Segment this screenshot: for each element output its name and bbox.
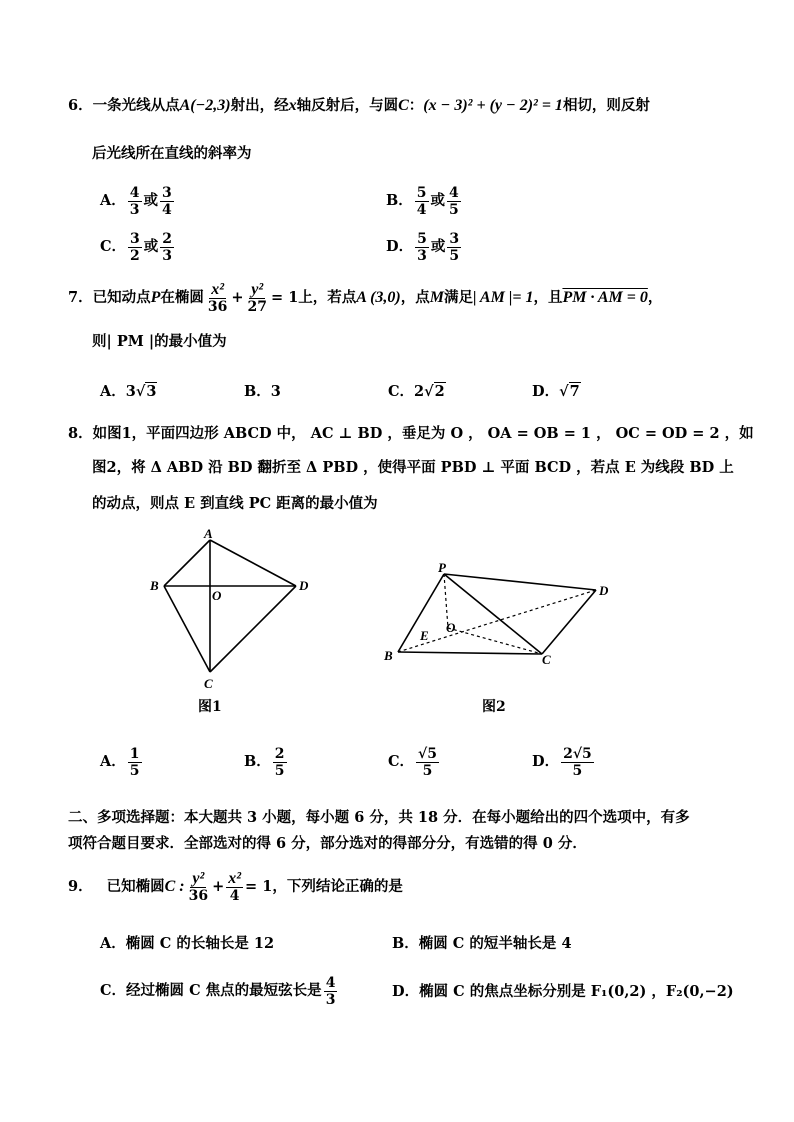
fig2-caption: 图2	[482, 699, 506, 715]
q6-text2: 射出，经	[230, 97, 289, 114]
q7-option-a-coef: 3	[125, 383, 136, 400]
section2-line2: 项符合题目要求．全部选对的得 6 分，部分选对的得部分分，有选错的得 0 分．	[68, 835, 587, 852]
fig1-label-c: C	[204, 676, 213, 691]
q6-option-a-frac1: $\frac{4}{3}$	[129, 184, 140, 218]
fig2-label-p: P	[438, 560, 446, 575]
q7-cond2: PM · AM = 0	[562, 289, 648, 306]
q8-option-a[interactable]	[100, 742, 144, 782]
q8-option-b-label: B．	[244, 753, 271, 770]
q9-option-d[interactable]: D．椭圆 C 的焦点坐标分别是 F₁(0,2) ，F₂(0,−2)	[392, 983, 734, 1000]
q7-option-c-coef: 2	[414, 383, 425, 400]
q6-option-a-frac2: $\frac{3}{4}$	[162, 184, 172, 218]
fig2-label-e: E	[420, 628, 429, 643]
q9-option-c[interactable]	[100, 970, 339, 1012]
q9-C: C :	[164, 878, 185, 895]
q7-plus: +	[231, 289, 244, 306]
fig2-label-c: C	[542, 652, 551, 667]
q8-option-d-frac: $\frac{2√5}{5}$	[563, 745, 592, 779]
fig2-label-o: O	[446, 620, 456, 635]
fig1-edge-cd	[210, 586, 296, 672]
fig2-label-b: B	[384, 648, 393, 663]
q6-circle-eq: (x − 3)² + (y − 2)² = 1	[423, 97, 563, 114]
q6-option-c-label: C．	[100, 238, 127, 255]
section2-line1: 二、多项选择题：本大题共 3 小题，每小题 6 分，共 18 分．在每小题给出的四个选项中，有多	[68, 809, 690, 826]
q7-eq: = 1	[271, 289, 299, 306]
q7-option-c-sqrt: √2	[424, 383, 445, 400]
q7-line2: 则| PM |的最小值为	[92, 333, 227, 350]
q9-plus: +	[212, 878, 225, 895]
q7-option-a-label: A．	[100, 383, 126, 400]
q7-frac2: $\frac{\text{y²}}{27}$	[247, 280, 267, 315]
q9-frac2: $\frac{\text{x²}}{4}$	[228, 869, 242, 904]
fig2-dashed-oc	[448, 628, 542, 654]
q6-option-a-or: 或	[143, 192, 159, 209]
fig1-edge-bc	[164, 586, 210, 672]
q7-text7: ，	[647, 289, 663, 306]
q7-text6: ，且	[533, 289, 563, 306]
q7-text4: ，点	[400, 289, 430, 306]
q6-option-d-label: D．	[386, 238, 414, 255]
q9-text1: 已知椭圆	[106, 878, 165, 895]
q6-option-b-frac2: $\frac{4}{5}$	[449, 184, 459, 218]
fig2-edge-bc	[398, 652, 542, 654]
fig1-label-a: A	[204, 526, 213, 541]
fig1-caption: 图1	[198, 699, 222, 715]
q6-text3: 轴反射后，与圆	[296, 97, 399, 114]
q6-point: A(−2,3)	[179, 97, 231, 114]
q6-option-c[interactable]	[100, 230, 176, 264]
q6-option-d-frac2: $\frac{3}{5}$	[449, 230, 460, 264]
figure-2	[378, 560, 614, 668]
q6-axis: x	[288, 97, 297, 114]
q7-option-b-value: 3	[270, 383, 281, 400]
q7-option-a[interactable]	[100, 382, 157, 402]
q8-option-c-label: C．	[388, 753, 415, 770]
q7-option-c[interactable]	[388, 382, 446, 402]
q7-option-b[interactable]	[244, 382, 281, 402]
q9-option-c-frac: $\frac{4}{3}$	[325, 974, 336, 1008]
q7-text1: 已知动点	[92, 289, 151, 306]
q7-option-a-sqrt: √3	[135, 383, 157, 400]
q6-option-b-label: B．	[386, 192, 413, 209]
q6-line1	[68, 96, 650, 116]
fig2-edge-cd	[542, 590, 596, 654]
q8-number: 8．	[68, 425, 93, 442]
q9-number: 9．	[68, 878, 93, 895]
q8-option-a-frac: $\frac{1}{5}$	[129, 745, 140, 779]
q8-line1	[68, 424, 754, 444]
q6-circle-name: C	[398, 97, 409, 114]
q6-text5: 相切，则反射	[562, 97, 650, 114]
q8-line3: 的动点，则点 E 到直线 PC 距离的最小值为	[92, 495, 378, 512]
fig2-label-d: D	[599, 583, 609, 598]
figure-1	[146, 526, 316, 692]
fig2-edge-pc	[444, 574, 542, 654]
q6-line2: 后光线所在直线的斜率为	[92, 145, 252, 162]
q7-text5: 满足	[443, 289, 473, 306]
q9-option-b[interactable]: B．椭圆 C 的短半轴长是 4	[392, 935, 572, 952]
fig1-label-o: O	[212, 588, 222, 603]
q7-A: A (3,0)	[356, 289, 401, 306]
fig1-edge-ad	[210, 540, 296, 586]
q9-frac1: $\frac{\text{y²}}{36}$	[188, 869, 209, 904]
q7-frac1: $\frac{\text{x²}}{36}$	[207, 280, 228, 315]
q7-cond1: | AM |= 1	[472, 289, 534, 306]
q6-option-d[interactable]	[386, 230, 463, 264]
q9-text2: ，下列结论正确的是	[272, 878, 403, 895]
q7-text2: 在椭圆	[160, 289, 204, 306]
q8-line1-text: 如图1，平面四边形 ABCD 中， AC ⊥ BD ，垂足为 O ， OA = OB = 1 ， OC = OD = 2 ，如	[92, 425, 754, 442]
q6-number: 6．	[68, 97, 93, 114]
fig1-edge-ab	[164, 540, 210, 586]
q8-option-b[interactable]	[244, 742, 289, 782]
q6-option-a[interactable]	[100, 184, 176, 218]
q6-option-c-frac2: $\frac{2}{3}$	[162, 230, 173, 264]
q9-line1	[68, 866, 403, 908]
q6-option-d-frac1: $\frac{5}{3}$	[417, 230, 427, 264]
q7-option-b-label: B．	[244, 383, 271, 400]
q7-number: 7．	[68, 289, 93, 306]
q7-text3: 上，若点	[298, 289, 357, 306]
q6-option-b-frac1: $\frac{5}{4}$	[416, 184, 427, 218]
q8-option-c[interactable]	[388, 742, 441, 782]
q7-M: M	[429, 289, 444, 306]
q7-option-d-label: D．	[532, 383, 560, 400]
q7-option-d[interactable]	[532, 382, 581, 402]
q6-option-b-or: 或	[430, 192, 446, 209]
q8-option-c-frac: $\frac{√5}{5}$	[418, 745, 437, 779]
fig2-edge-pd	[444, 574, 596, 590]
q9-option-c-text: C．经过椭圆 C 焦点的最短弦长是	[100, 982, 322, 999]
q6-option-a-label: A．	[100, 192, 126, 209]
q6-text1: 一条光线从点	[92, 97, 180, 114]
q7-option-d-sqrt: √7	[559, 383, 580, 400]
q6-option-c-frac1: $\frac{3}{2}$	[130, 230, 140, 264]
q9-eq: = 1	[245, 878, 273, 895]
q8-option-d-label: D．	[532, 753, 560, 770]
q6-option-c-or: 或	[143, 238, 159, 255]
q7-line1	[68, 278, 662, 318]
q8-line2: 图2，将 Δ ABD 沿 BD 翻折至 Δ PBD ，使得平面 PBD ⊥ 平面 BCD ，若点 E 为线段 BD 上	[92, 459, 734, 476]
q6-option-d-or: 或	[430, 238, 446, 255]
fig1-label-b: B	[150, 578, 159, 593]
q8-option-b-frac: $\frac{2}{5}$	[274, 745, 285, 779]
fig1-label-d: D	[299, 578, 309, 593]
q7-option-c-label: C．	[388, 383, 415, 400]
q9-option-a[interactable]: A．椭圆 C 的长轴长是 12	[100, 935, 275, 952]
q8-option-d[interactable]	[532, 742, 596, 782]
q7-P: P	[150, 289, 161, 306]
q6-option-b[interactable]	[386, 184, 463, 218]
q8-option-a-label: A．	[100, 753, 126, 770]
q6-text4: ：	[408, 97, 424, 114]
